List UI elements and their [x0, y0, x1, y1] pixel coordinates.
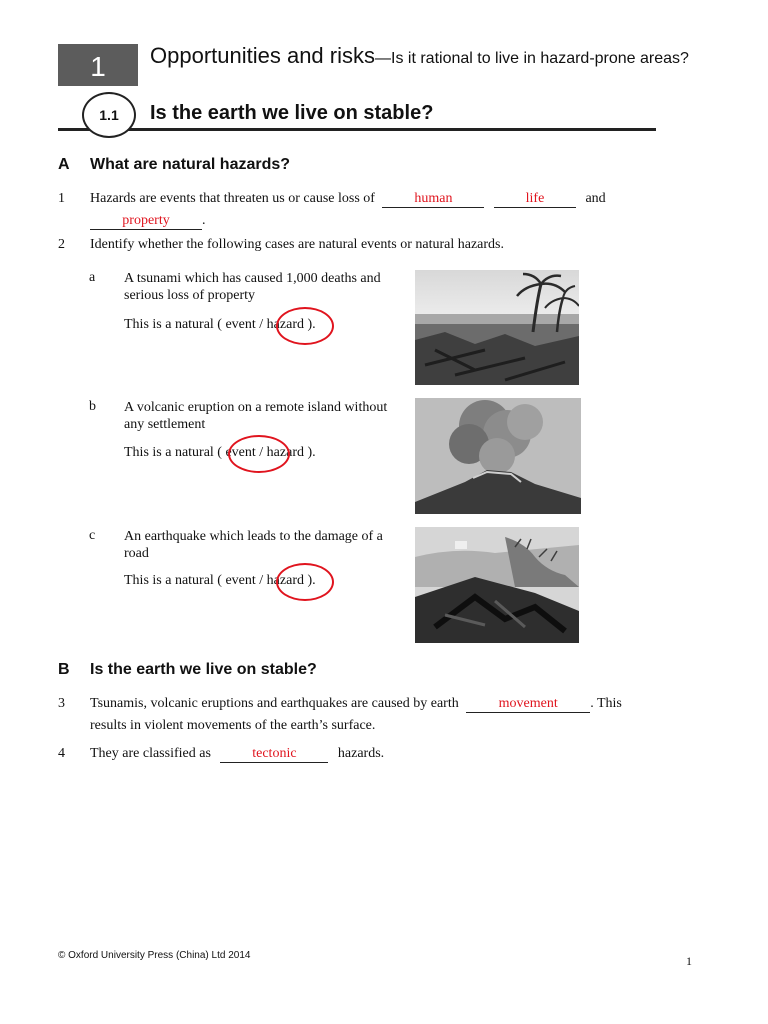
chapter-number-box [58, 44, 138, 86]
question-text: . [202, 213, 206, 228]
case-answer [124, 317, 316, 333]
answer-blank: tectonic [220, 746, 328, 763]
case-c [89, 528, 419, 608]
part-a-letter: A [58, 156, 70, 173]
section-number: 1.1 [99, 107, 119, 123]
tsunami-photo [415, 270, 579, 385]
part-b-heading [58, 661, 658, 683]
question-text: Identify whether the following cases are natural events or natural hazards. [90, 237, 504, 252]
chapter-title [150, 42, 710, 73]
case-b [89, 399, 419, 479]
question-text: They are classified as [90, 746, 211, 761]
section-title: Is the earth we live on stable? [150, 102, 434, 124]
question-4 [58, 743, 658, 767]
question-number: 1 [58, 191, 65, 206]
chapter-number: 1 [90, 51, 106, 82]
copyright: © Oxford University Press (China) Ltd 2014 [58, 950, 251, 961]
question-number: 2 [58, 237, 65, 252]
answer-circle [276, 563, 334, 601]
question-text: results in violent movements of the earth’s surface. [90, 718, 376, 733]
answer-blank: property [90, 213, 202, 230]
answer-circle [228, 435, 290, 473]
question-text: hazards. [337, 746, 385, 761]
part-b-heading-text: Is the earth we live on stable? [90, 661, 317, 678]
question-number: 3 [58, 696, 65, 711]
section-rule [58, 128, 656, 131]
volcano-photo [415, 398, 581, 514]
part-b-letter: B [58, 661, 70, 678]
answer-blank: human [382, 191, 484, 208]
case-text: A tsunami which has caused 1,000 deaths and serious loss of property [124, 271, 381, 303]
case-text: An earthquake which leads to the damage of a road [124, 529, 383, 561]
part-a-heading-text: What are natural hazards? [90, 156, 291, 173]
chapter-title-main: Opportunities and risks [150, 43, 375, 68]
earthquake-photo [415, 527, 579, 643]
question-text: and [585, 191, 606, 206]
section-number-badge [82, 92, 136, 138]
case-answer-text: This is a natural ( event / hazard ). [124, 317, 316, 332]
question-text: Hazards are events that threaten us or cause loss of [90, 191, 375, 206]
case-answer-text: This is a natural ( event / hazard ). [124, 573, 316, 588]
case-text: A volcanic eruption on a remote island without any settlement [124, 400, 388, 432]
part-a-heading [58, 156, 658, 178]
case-a [89, 270, 419, 350]
answer-blank: life [494, 191, 576, 208]
case-letter: a [89, 270, 96, 285]
case-answer [124, 445, 316, 461]
question-3 [58, 693, 678, 739]
question-number: 4 [58, 746, 65, 761]
answer-blank: movement [466, 696, 590, 713]
case-letter: b [89, 399, 96, 414]
question-2 [58, 234, 658, 258]
chapter-subtitle: —Is it rational to live in hazard-prone areas? [375, 50, 689, 67]
case-letter: c [89, 528, 96, 543]
page-number: 1 [686, 954, 692, 968]
question-1 [58, 188, 658, 234]
question-text: Tsunamis, volcanic eruptions and earthquakes are caused by earth [90, 696, 459, 711]
case-answer [124, 573, 316, 589]
question-text: . This [590, 696, 622, 711]
case-answer-text: This is a natural ( event / hazard ). [124, 445, 316, 460]
answer-circle [276, 307, 334, 345]
